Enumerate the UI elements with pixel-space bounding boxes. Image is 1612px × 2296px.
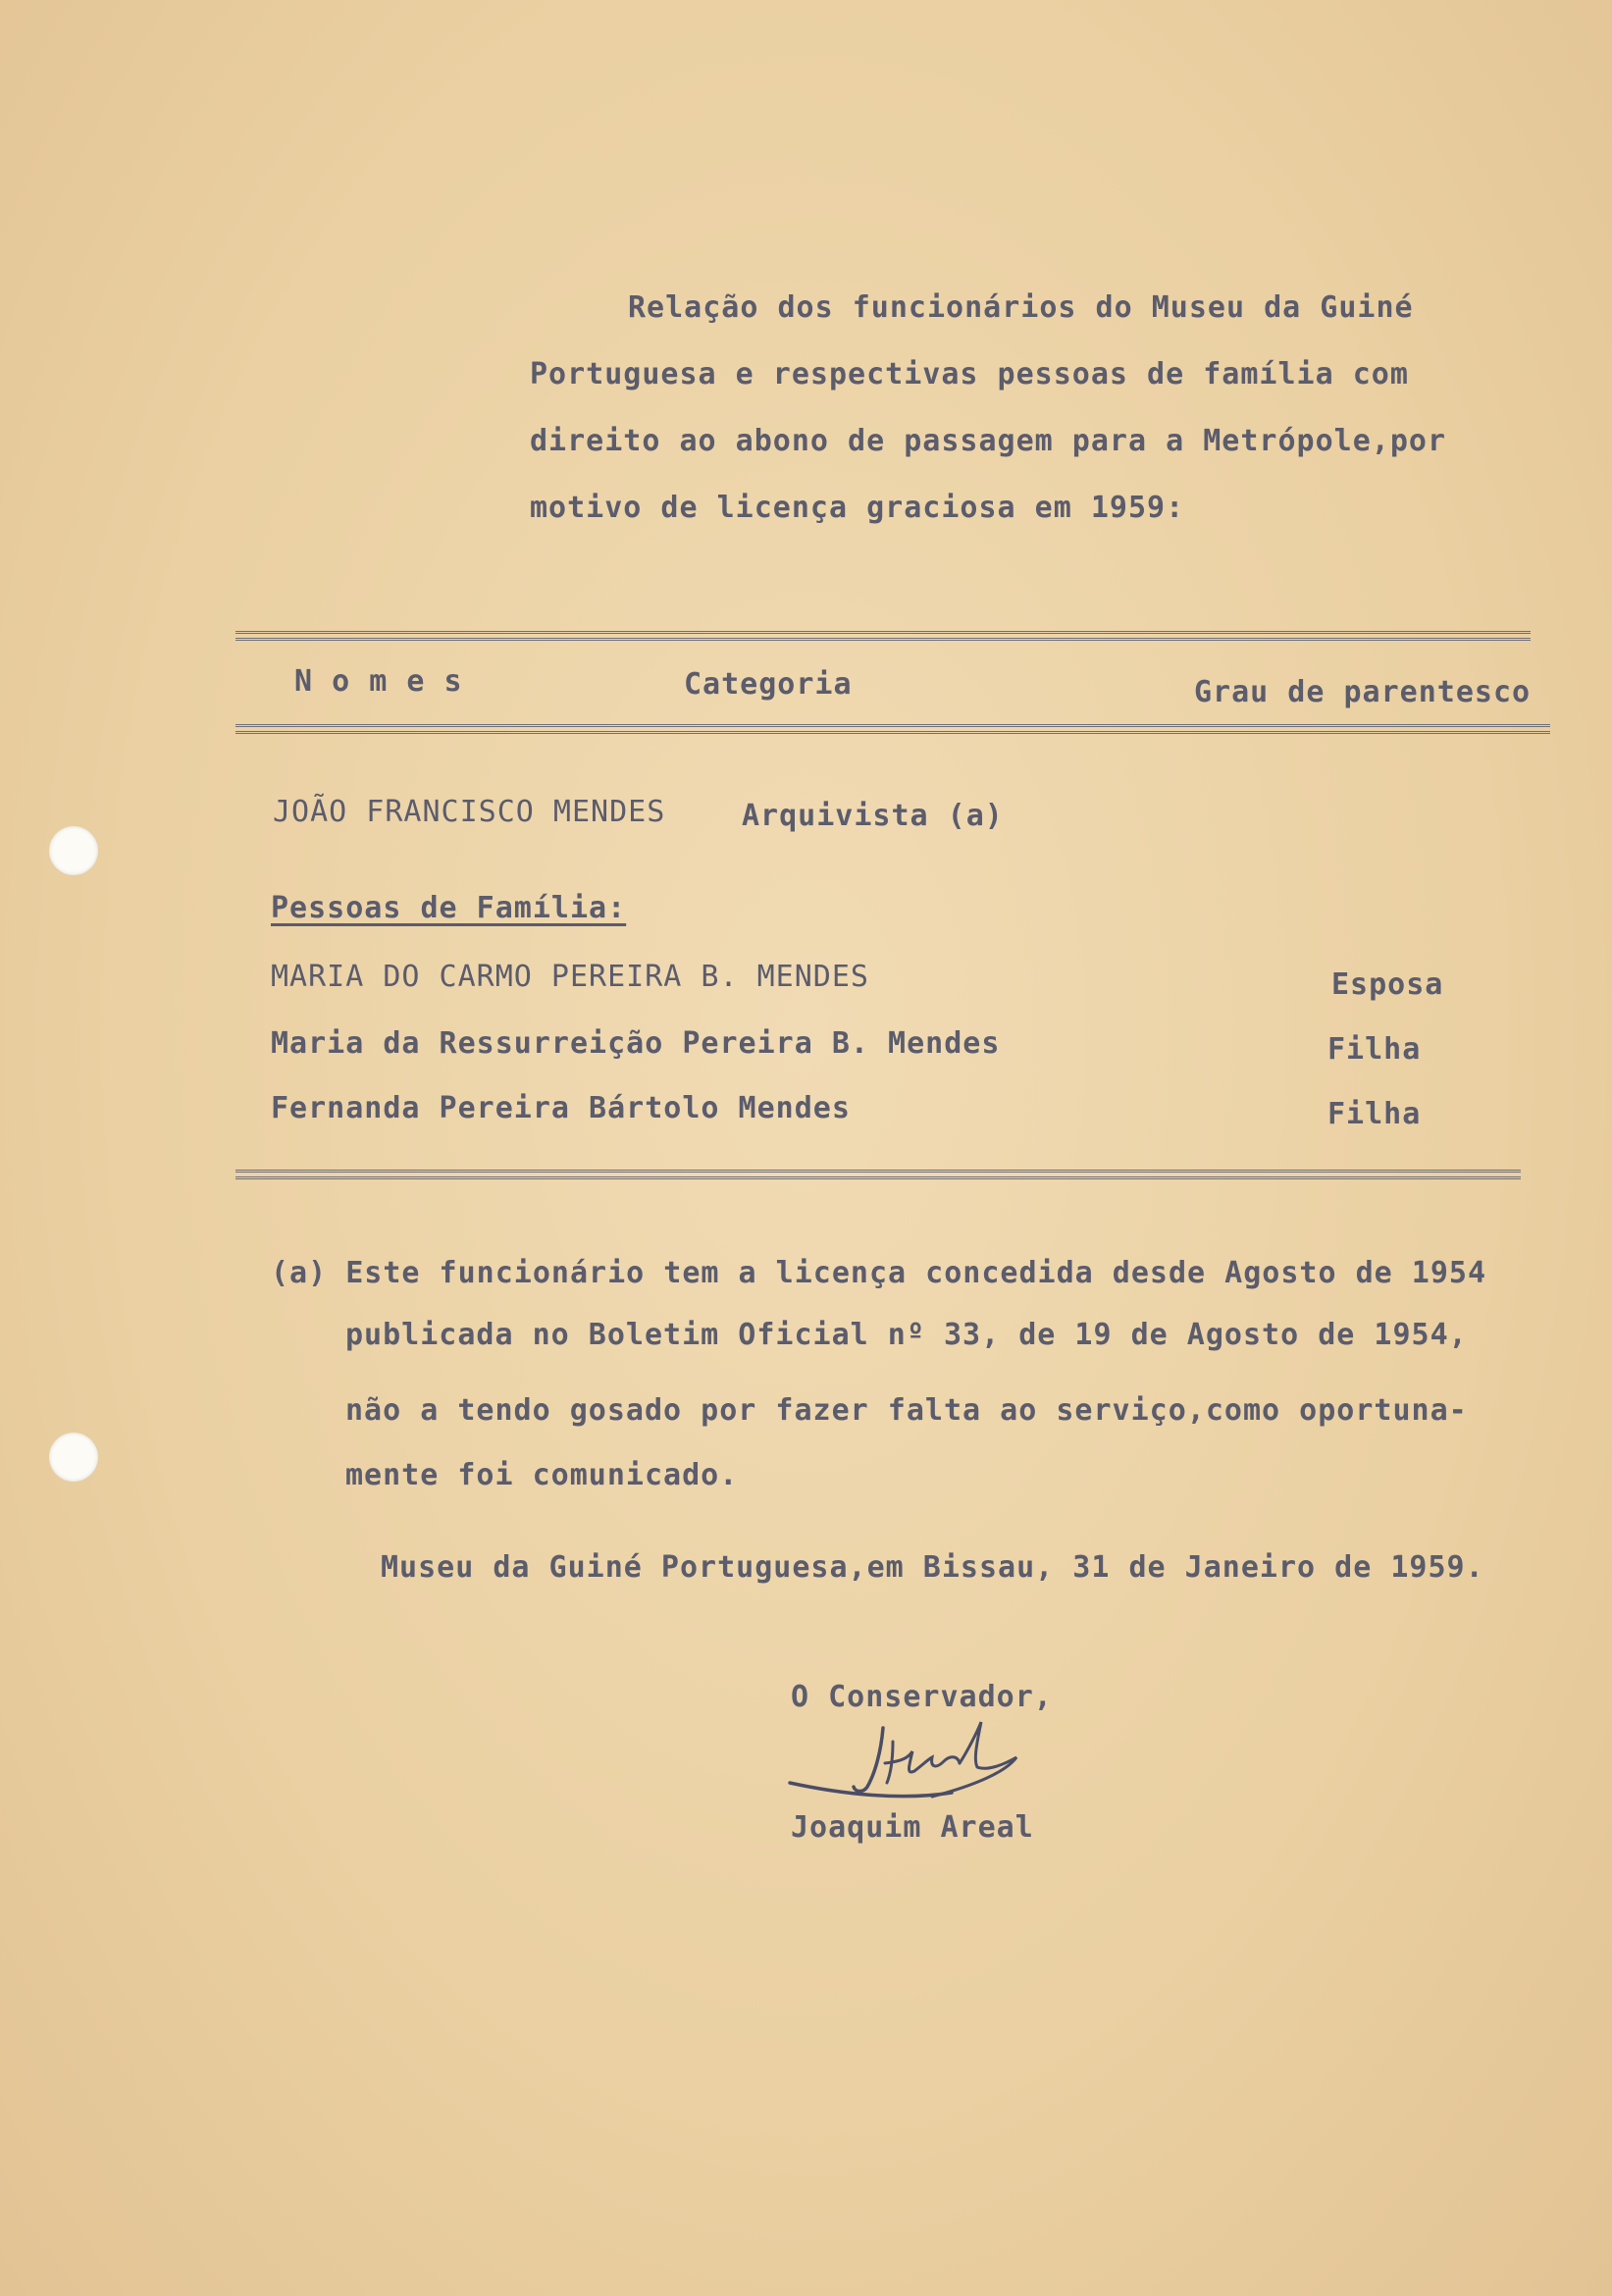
employee-category: Arquivista (a) (742, 799, 1004, 833)
punch-hole-top (49, 826, 98, 875)
intro-line-2: Portuguesa e respectivas pessoas de família com (530, 357, 1409, 391)
note-line-4: mente foi comunicado. (345, 1458, 739, 1492)
table-bottom-rule (235, 1170, 1521, 1179)
table-header-rule (235, 724, 1550, 734)
family-relation-3: Filha (1327, 1097, 1422, 1131)
family-name-1: MARIA DO CARMO PEREIRA B. MENDES (271, 960, 869, 994)
family-name-2: Maria da Ressurreição Pereira B. Mendes (271, 1026, 1001, 1061)
header-grau: Grau de parentesco (1194, 675, 1532, 709)
family-heading: Pessoas de Família: (271, 891, 627, 925)
signature-name: Joaquim Areal (791, 1810, 1034, 1845)
family-name-3: Fernanda Pereira Bártolo Mendes (271, 1091, 851, 1125)
signature-title: O Conservador, (791, 1680, 1053, 1714)
note-line-1: (a) Este funcionário tem a licença concedida desde Agosto de 1954 (271, 1256, 1486, 1290)
handwritten-signature (785, 1712, 1079, 1820)
intro-line-1: Relação dos funcionários do Museu da Guiné (628, 290, 1414, 325)
note-line-3: não a tendo gosado por fazer falta ao serviço,como oportuna- (345, 1393, 1468, 1428)
note-line-2: publicada no Boletim Oficial nº 33, de 19 de Agosto de 1954, (345, 1318, 1468, 1352)
intro-line-4: motivo de licença graciosa em 1959: (530, 491, 1185, 525)
employee-name: JOÃO FRANCISCO MENDES (273, 795, 666, 829)
header-nomes: N o m e s (294, 664, 463, 699)
family-relation-2: Filha (1327, 1032, 1422, 1067)
table-top-rule (235, 631, 1531, 641)
header-categoria: Categoria (684, 667, 853, 702)
intro-line-3: direito ao abono de passagem para a Metrópole,por (530, 424, 1447, 458)
place-and-date: Museu da Guiné Portuguesa,em Bissau, 31 de Janeiro de 1959. (381, 1550, 1484, 1585)
family-relation-1: Esposa (1331, 967, 1444, 1002)
punch-hole-bottom (49, 1433, 98, 1482)
